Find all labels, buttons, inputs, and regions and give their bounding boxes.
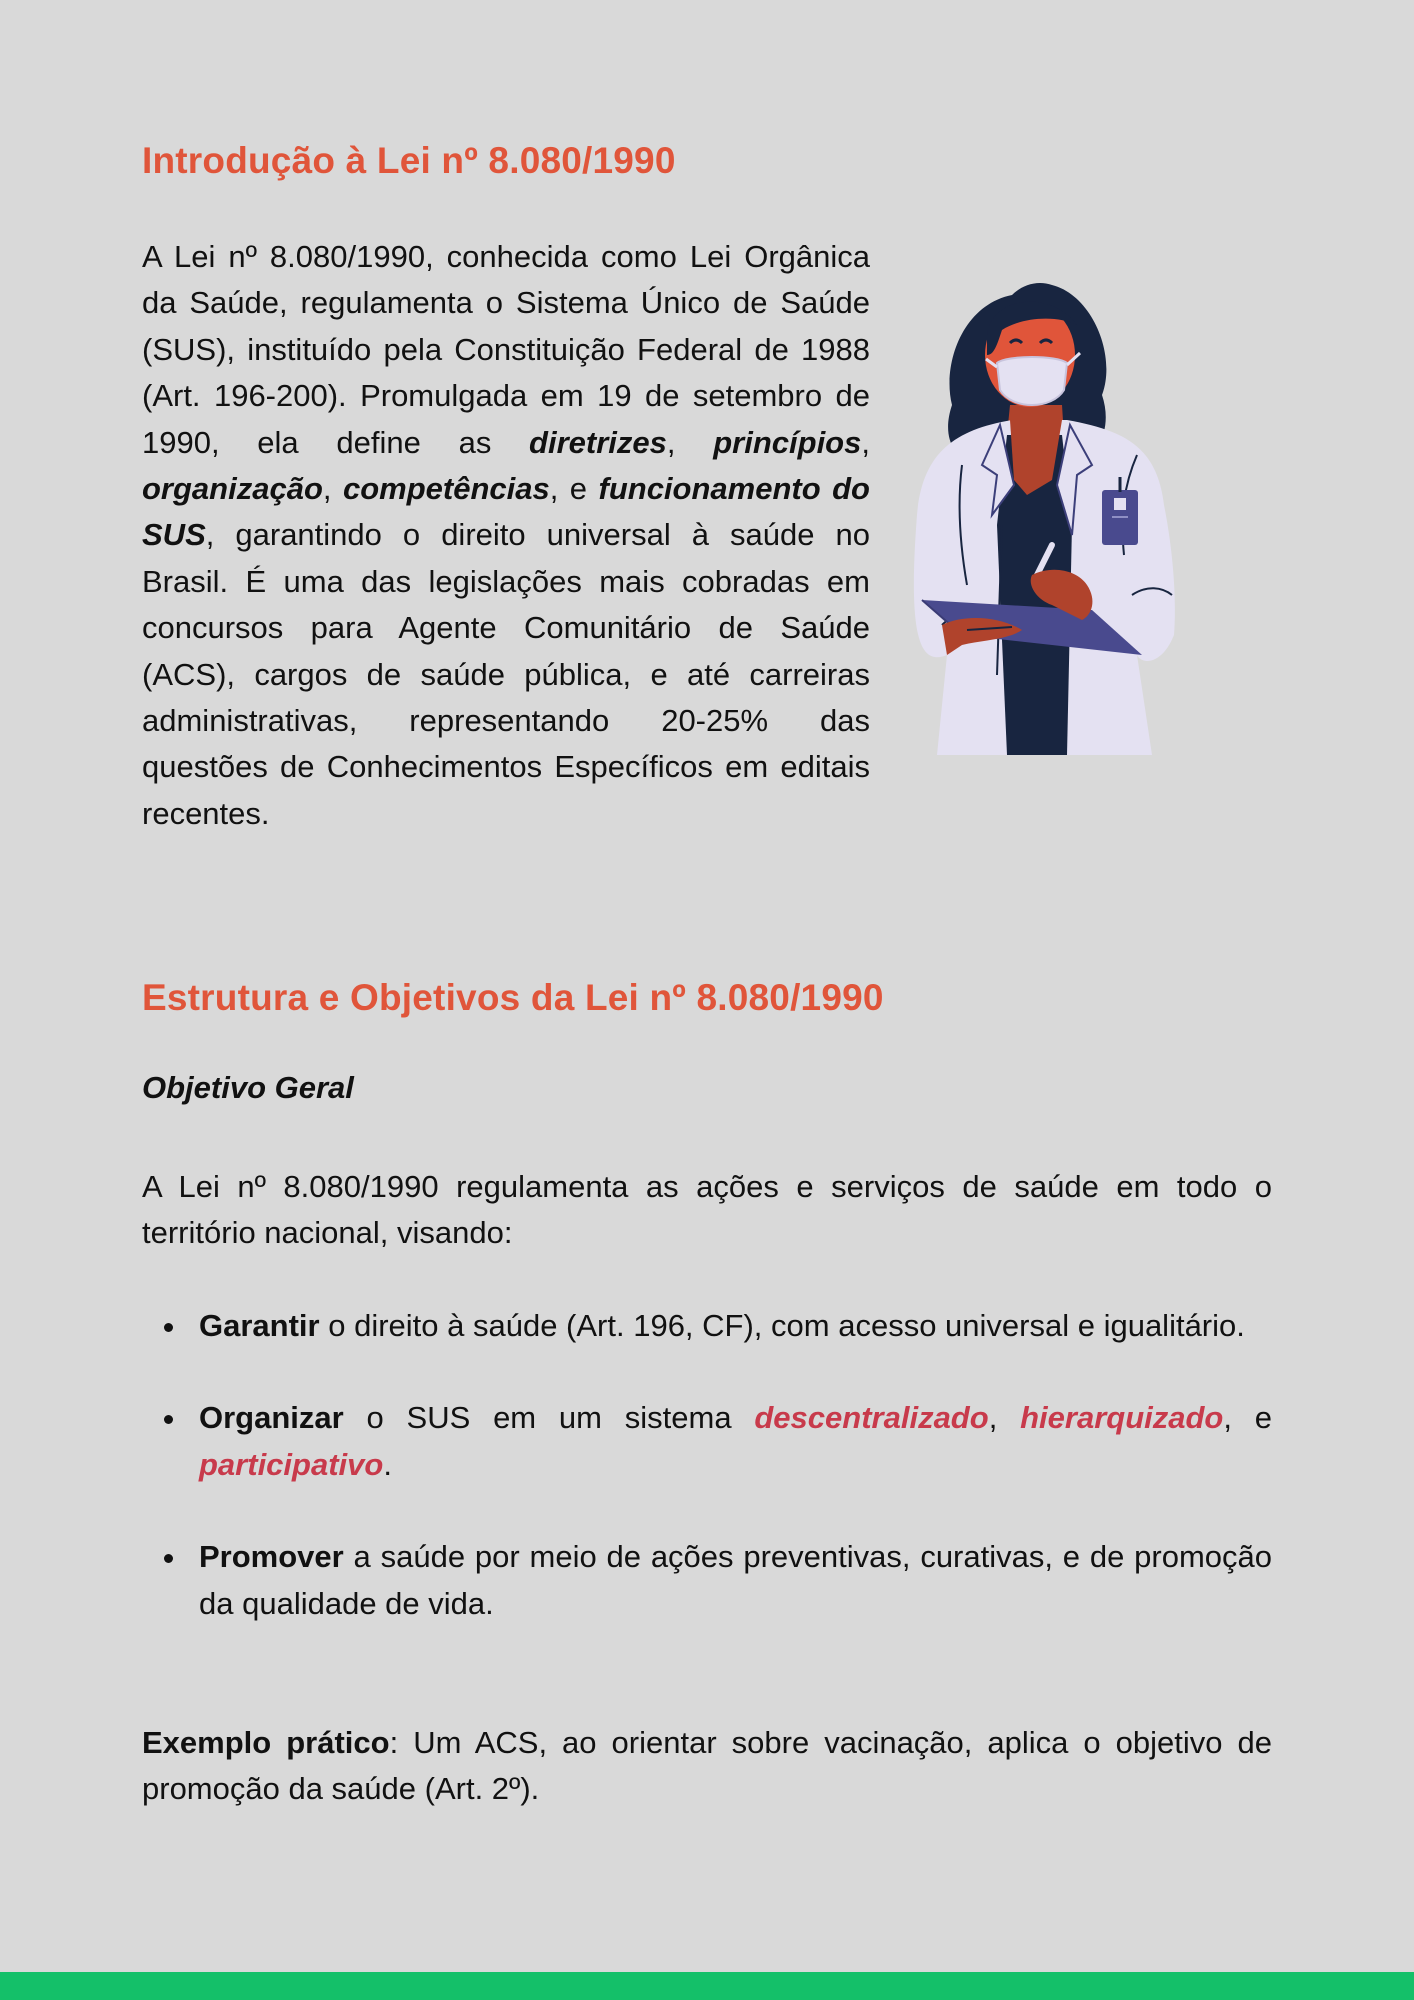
- emphasis-descentralizado: descentralizado: [754, 1400, 989, 1436]
- example-lead: Exemplo prático: [142, 1725, 390, 1760]
- bullet-end: .: [383, 1446, 392, 1482]
- example-paragraph: [142, 1720, 1272, 1813]
- bullet-text: o SUS em um sistema: [343, 1400, 755, 1436]
- bullet-lead: Garantir: [199, 1308, 320, 1343]
- emphasis-principios: princípios: [713, 424, 862, 460]
- list-item: [142, 1303, 1272, 1349]
- bullet-dot: [164, 1415, 173, 1424]
- bullet-text: o direito à saúde (Art. 196, CF), com acesso universal e igualitário.: [319, 1308, 1245, 1343]
- separator: ,: [988, 1400, 1021, 1436]
- bullet-dot: [164, 1323, 173, 1332]
- list-item: [142, 1395, 1272, 1488]
- structure-heading: Estrutura e Objetivos da Lei nº 8.080/1990: [142, 977, 884, 1018]
- bullet-text: a saúde por meio de ações preventivas, curativas, e de promoção da qualidade de vida.: [199, 1539, 1272, 1621]
- separator: ,: [861, 424, 870, 460]
- separator: , e: [1223, 1400, 1273, 1436]
- emphasis-hierarquizado: hierarquizado: [1020, 1400, 1224, 1436]
- bullet-lead: Organizar: [199, 1400, 344, 1436]
- objectives-list: [142, 1303, 1272, 1673]
- example-text: : Um ACS, ao orientar sobre vacinação, aplica o objetivo de promoção da saúde (Art. 2º).: [142, 1725, 1272, 1807]
- intro-text-b: , garantindo o direito universal à saúde no Brasil. É uma das legislações mais cobradas em concursos para Agente Comunitário de Saúde (ACS), cargos de saúde pública, e até carreiras administrativas, representando 20-25% das questões de Conhecimentos Específicos em editais recentes.: [142, 517, 870, 831]
- objective-subheading: Objetivo Geral: [142, 1070, 354, 1105]
- emphasis-competencias: competências: [342, 471, 550, 507]
- separator: ,: [322, 471, 343, 507]
- bullet-lead: Promover: [199, 1539, 344, 1575]
- intro-paragraph: [142, 234, 870, 837]
- list-item: [142, 1534, 1272, 1627]
- intro-heading: Introdução à Lei nº 8.080/1990: [142, 140, 676, 181]
- intro-text-a: A Lei nº 8.080/1990, conhecida como Lei Orgânica da Saúde, regulamenta o Sistema Único de Saúde (SUS), instituído pela Constituição Federal de 1988 (Art. 196-200). Promulgada em 19 de setembro de 1990, ela define as: [142, 239, 870, 460]
- emphasis-diretrizes: diretrizes: [529, 424, 667, 460]
- emphasis-funcionamento: funcionamento do SUS: [142, 471, 870, 553]
- separator: ,: [666, 424, 714, 460]
- emphasis-organizacao: organização: [142, 471, 323, 507]
- footer-bar: [0, 1972, 1414, 2000]
- emphasis-participativo: participativo: [199, 1446, 384, 1482]
- objective-paragraph: A Lei nº 8.080/1990 regulamenta as ações e serviços de saúde em todo o território nacional, visando:: [142, 1169, 1272, 1251]
- separator: , e: [549, 471, 599, 507]
- doctor-illustration: [902, 255, 1322, 775]
- bullet-dot: [164, 1554, 173, 1563]
